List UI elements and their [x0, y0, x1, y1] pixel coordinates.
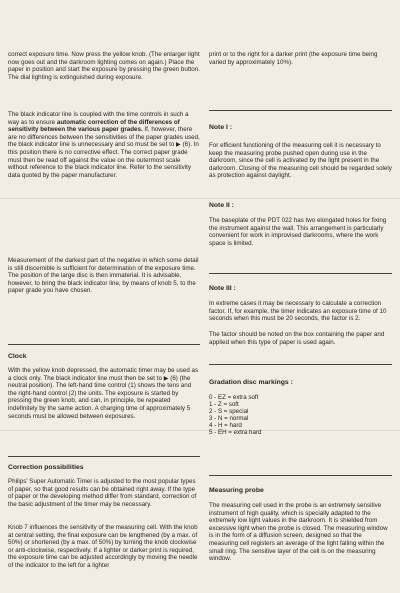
note3-heading: Note III : — [209, 285, 236, 292]
gradation-rule — [209, 364, 392, 365]
note3-paragraph-2: The factor should be noted on the box containing the paper and applied when this type of paper is used again. — [209, 331, 385, 346]
page-fold-line — [0, 430, 400, 431]
note2-rule — [209, 160, 210, 161]
note2-heading: Note II : — [209, 202, 234, 209]
clock-text: With the yellow knob depressed, the automatic timer may be used as a clock only. The black indicator line must then be set to ▶ (6) (the neutral position). The left-hand time control (1) shows the tens and the right-hand control (2) the units. The exposure is started by pressing the green knob, and can, in principle, be repeated indefinitely by the same action. A charging time of approximately 5 seconds must be allowed between exposures. — [8, 367, 199, 420]
gradation-heading: Gradation disc markings : — [209, 379, 293, 386]
gradation-item: 2 - S = special — [209, 408, 249, 416]
probe-rule — [209, 475, 392, 476]
indicator-intro-text: The black indicator line is coupled with the time controls in such a way as to ensure — [8, 111, 189, 126]
gradation-item: 3 - N = normal — [209, 415, 249, 423]
note1-heading: Note I : — [209, 124, 233, 131]
clock-heading-underline — [8, 344, 200, 345]
note1-rule — [209, 110, 392, 111]
left-paragraph-exposure: correct exposure time. Now press the yellow knob. (The enlarger light now goes out and the darkroom lighting comes on again.) Place the paper in position and start the exposure by pressing the green button. The dial lighting is extinguished during exposure. — [8, 51, 200, 81]
note3-paragraph-1: In extreme cases it may be necessary to calculate a correction factor. If, for example, the timer indicates an exposure time of 10 seconds when this must be 20 seconds, the factor is 2. — [209, 300, 387, 323]
probe-heading: Measuring probe — [209, 487, 264, 494]
left-paragraph-indicator — [8, 111, 200, 179]
probe-text: The measuring cell used in the probe is an extremely sensitive instrument of high quality, which is specially adapted to the extremely low light values in the darkroom. It is shielded from excessive light when the probe is closed. The measuring window is in the form of a diffusion screen, designed so that the measuring cell registers an average of the light falling within the small ring. The sensitive layer of the cell is on the measuring window. — [209, 502, 388, 563]
correction-paragraph-2: Knob 7 influences the sensitivity of the measuring cell. With the knob at central setting, the final exposure can be lengthened (by a max. of 50%) or shortened (by a max. of 50%) by turning the knob clockwise or anti-clockwise, respectively. If a lighter or darker print is required, the exposure time can be adjusted accordingly by moving the needle of the indicator to the left for a lighter — [8, 524, 198, 569]
left-paragraph-measurement: Measurement of the darkest part of the negative in which some detail is still discernible is sufficient for determination of the exposure time. The position of the large disc is then immaterial. It is advisable, however, to bring the black indicator line, by means of knob 5, to the paper grade you have chosen. — [8, 257, 199, 295]
gradation-item: 4 - H = hard — [209, 422, 242, 430]
gradation-item: 0 - EZ = extra soft — [209, 394, 259, 401]
correction-paragraph-1: Philips' Super Automatic Timer is adjusted to the most popular types of paper, so that good results can be obtained right away. If the type of paper or the developing method differ from standard, correction of the basic adjustment of the timer may be necessary. — [8, 478, 197, 508]
indicator-rest-text: If, however, there are no differences between the sensitivities of the paper grades used, the black indicator line is unnecessary and so must be set to ▶ (6). In this position there is no corrective effect. The correct paper grade must then be read off against the value on the outermost scale without reference to the black indicator line. Refer to the sensitivity data quoted by the paper manufacturer. — [8, 126, 200, 179]
note2-text: The baseplate of the PDT 022 has two elongated holes for fixing the instrument against the wall. This arrangement is particularly convenient for work in improvised darkrooms, where the work space is limited. — [209, 217, 387, 247]
clock-heading: Clock — [8, 353, 27, 360]
gradation-item: 1 - Z = soft — [209, 401, 239, 409]
page-fold-line — [0, 198, 400, 199]
note1-text: For efficient functioning of the measuring cell it is necessary to keep the measuring probe pushed open during use in the darkroom, since the cell is activated by the light present in the darkroom. Closing of the measuring cell should be regarded solely as protection against daylight. — [209, 142, 392, 180]
note3-rule — [209, 273, 392, 274]
right-paragraph-continued: print or to the right for a darker print (the exposure time being varied by approximately 10%). — [209, 51, 378, 66]
gradation-item: 5 - EH = extra hard — [209, 429, 262, 437]
gradation-list — [209, 394, 261, 437]
indicator-bold-text: automatic correction of the differences of sensitivity between the various paper grades. — [8, 118, 180, 134]
correction-heading-underline — [8, 456, 200, 457]
correction-heading: Correction possibilities — [8, 464, 84, 471]
